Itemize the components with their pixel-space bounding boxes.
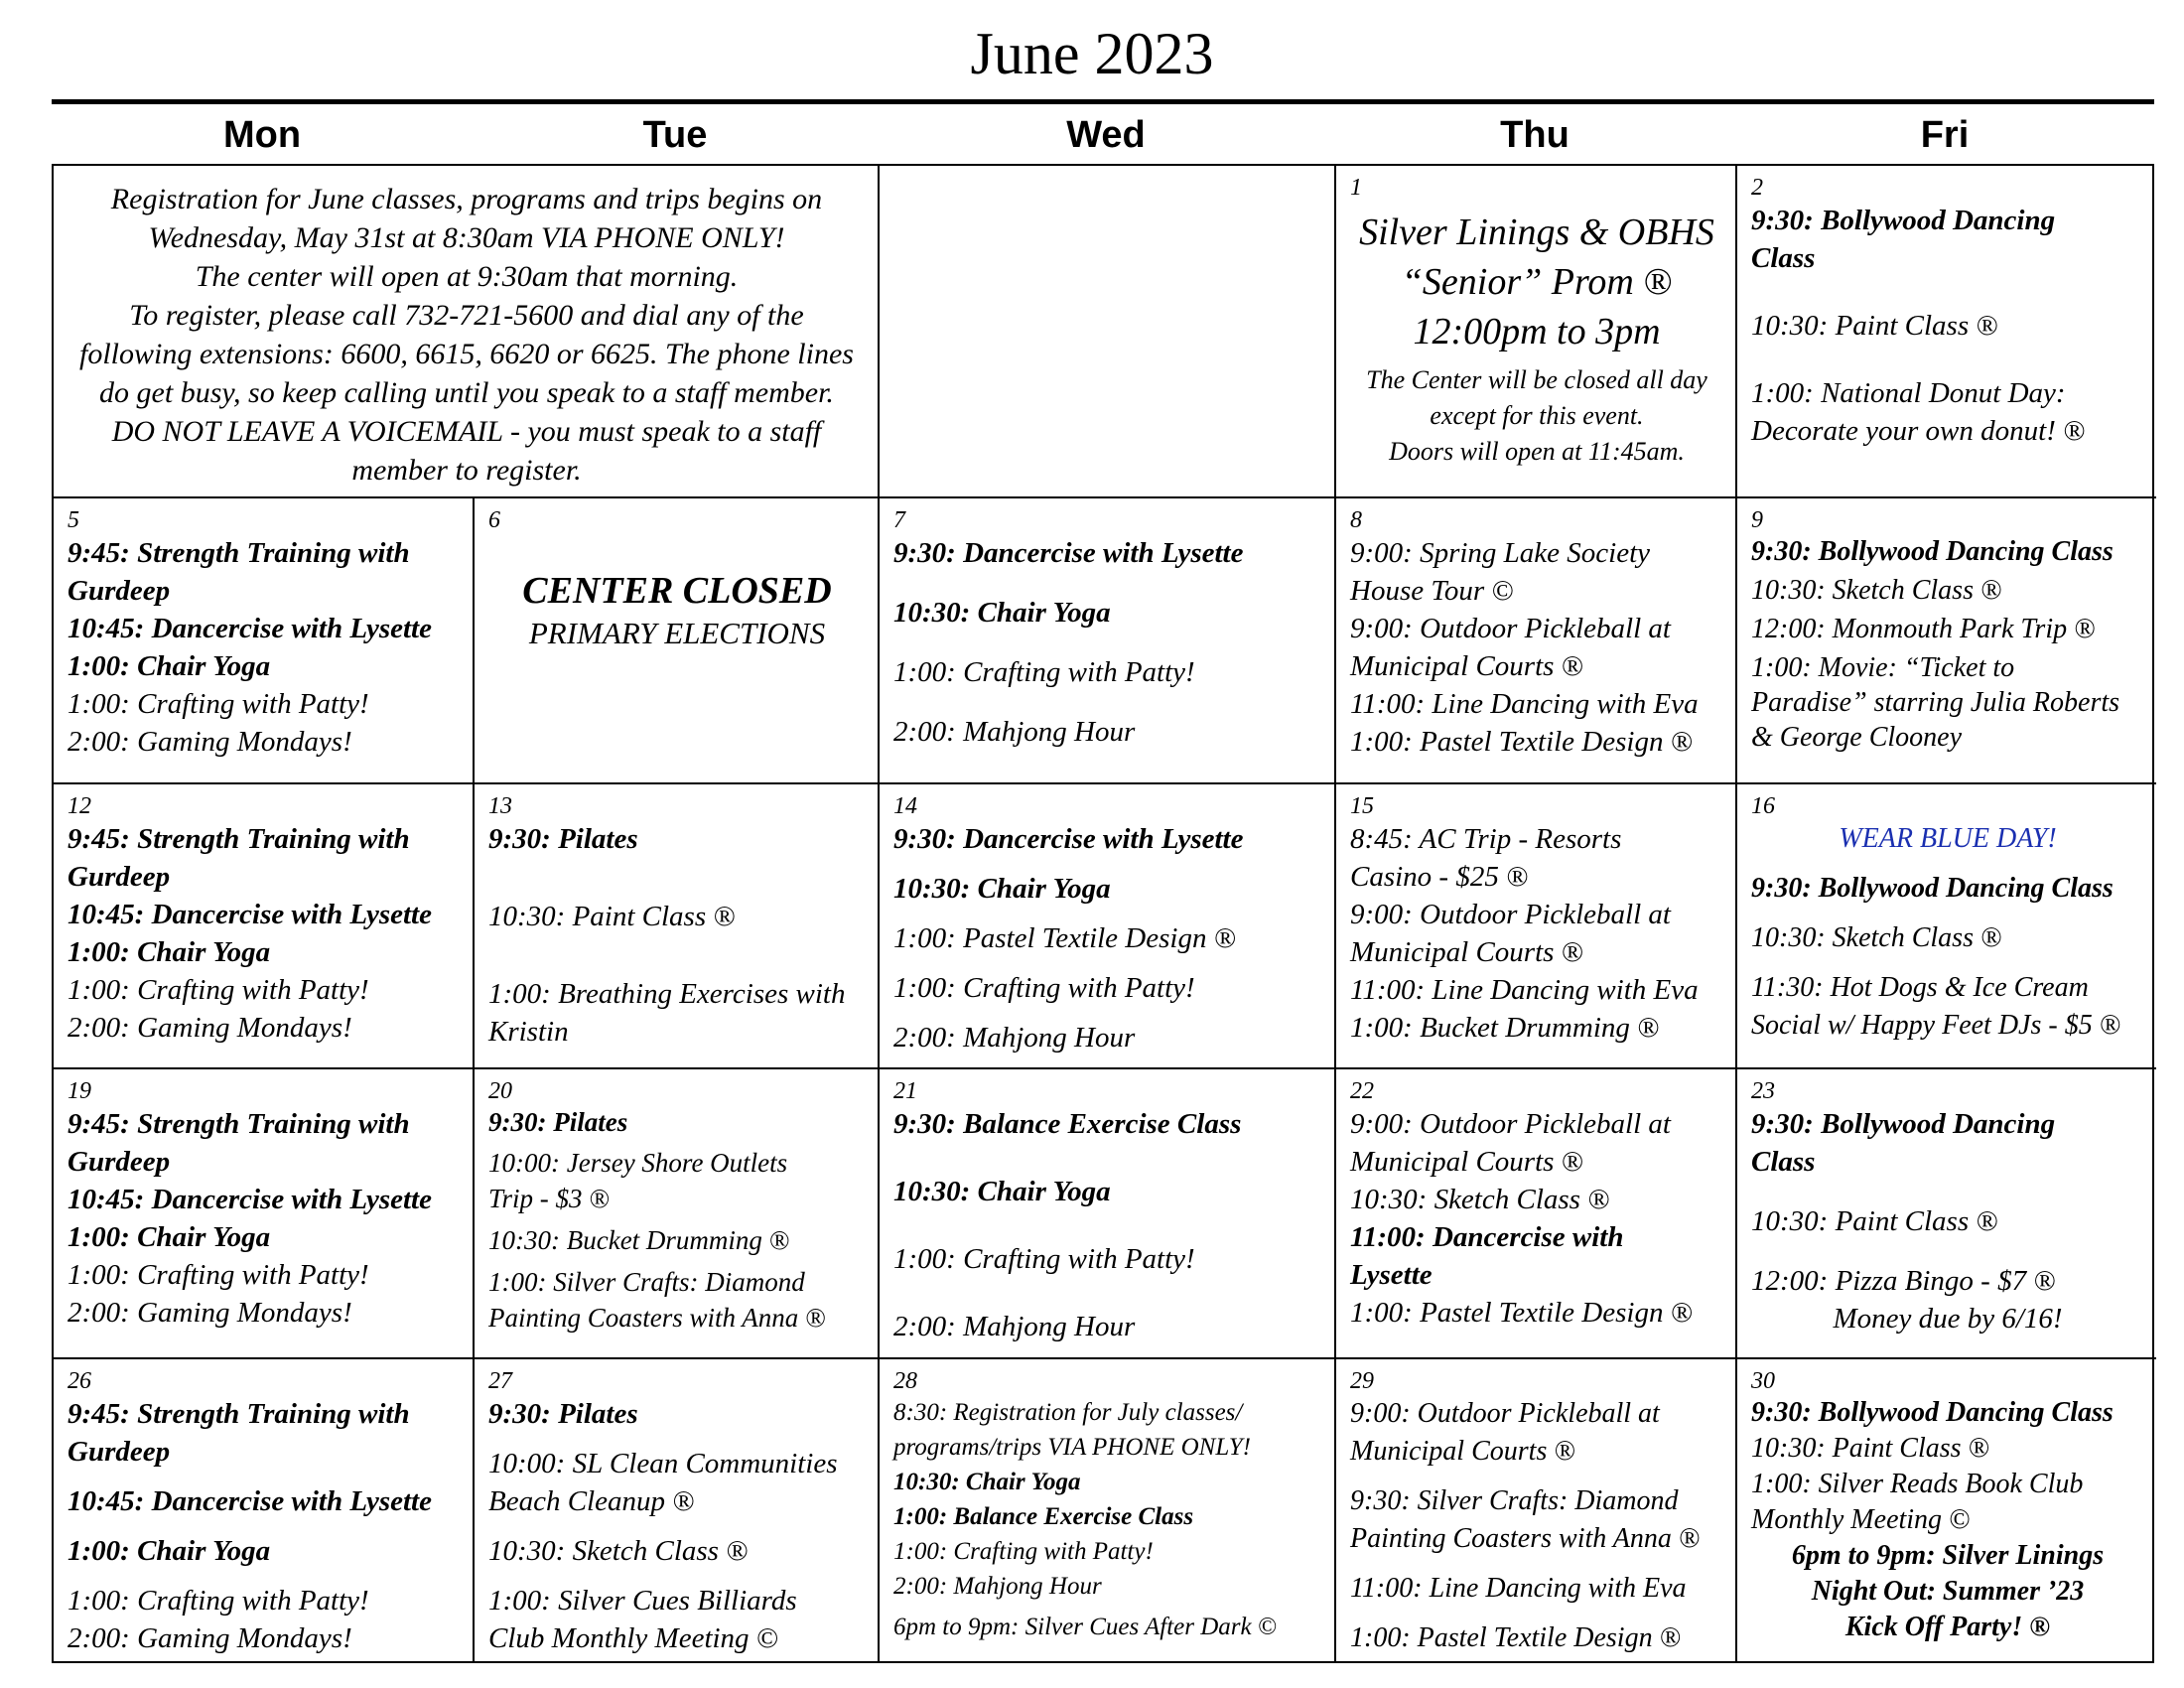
event: 9:30: Silver Crafts: Diamond xyxy=(1350,1485,1679,1516)
event: 10:30: Chair Yoga xyxy=(893,1176,1111,1207)
day-number: 20 xyxy=(488,1078,512,1104)
event: 9:45: Strength Training with xyxy=(68,537,410,569)
event: Gurdeep xyxy=(68,861,171,893)
event: 1:00: National Donut Day: xyxy=(1751,377,2066,409)
day-cell-8 xyxy=(1336,498,1737,784)
day-number: 5 xyxy=(68,507,79,533)
event: Beach Cleanup ® xyxy=(488,1485,695,1517)
event: 10:30: Chair Yoga xyxy=(893,597,1111,629)
event: Decorate your own donut! ® xyxy=(1751,415,2086,447)
closed-reason: PRIMARY ELECTIONS xyxy=(528,616,826,650)
event: Club Monthly Meeting © xyxy=(488,1622,778,1654)
prom-note-line: except for this event. xyxy=(1430,401,1644,430)
day-cell-21 xyxy=(880,1069,1336,1359)
event: Municipal Courts ® xyxy=(1350,1436,1575,1467)
day-number: 12 xyxy=(68,793,91,819)
day-number: 9 xyxy=(1751,507,1763,533)
event: 1:00: Crafting with Patty! xyxy=(68,1585,369,1617)
event: Municipal Courts ® xyxy=(1350,936,1583,968)
day-cell-28 xyxy=(880,1359,1336,1661)
event: 2:00: Mahjong Hour xyxy=(893,1573,1102,1600)
event: 1:00: Breathing Exercises with xyxy=(488,978,846,1010)
event: 11:30: Hot Dogs & Ice Cream xyxy=(1751,972,2089,1003)
day-cell-7 xyxy=(880,498,1336,784)
event: 1:00: Silver Crafts: Diamond xyxy=(488,1267,805,1297)
event: 2:00: Mahjong Hour xyxy=(893,1311,1136,1342)
header-tue: Tue xyxy=(642,114,708,156)
event: 9:30: Bollywood Dancing xyxy=(1751,1108,2056,1140)
event: 1:00: Crafting with Patty! xyxy=(68,1259,369,1291)
event: 1:00: Silver Cues Billiards xyxy=(488,1585,797,1617)
event: 1:00: Pastel Textile Design ® xyxy=(1350,726,1693,758)
event: 10:45: Dancercise with Lysette xyxy=(68,1485,432,1517)
event: 1:00: Crafting with Patty! xyxy=(893,972,1195,1004)
day-cell-5 xyxy=(54,498,475,784)
event: 8:45: AC Trip - Resorts xyxy=(1350,823,1622,855)
closed-label: CENTER CLOSED xyxy=(522,570,832,612)
event: 10:45: Dancercise with Lysette xyxy=(68,899,432,930)
event: 9:00: Spring Lake Society xyxy=(1350,537,1651,569)
day-cell-23 xyxy=(1737,1069,2156,1359)
event: 1:00: Silver Reads Book Club xyxy=(1751,1469,2084,1499)
event: 10:30: Sketch Class ® xyxy=(488,1535,749,1567)
day-cell-29 xyxy=(1336,1359,1737,1661)
notice-line: Wednesday, May 31st at 8:30am VIA PHONE ONLY! xyxy=(148,221,785,254)
day-number: 16 xyxy=(1751,793,1775,819)
day-number: 28 xyxy=(893,1368,917,1394)
day-number: 19 xyxy=(68,1078,91,1104)
event: Social w/ Happy Feet DJs - $5 ® xyxy=(1751,1010,2120,1041)
event: 10:30: Chair Yoga xyxy=(893,873,1111,905)
day-number: 29 xyxy=(1350,1368,1374,1394)
event: 9:30: Dancercise with Lysette xyxy=(893,537,1244,569)
event: 1:00: Balance Exercise Class xyxy=(893,1503,1194,1530)
event: Painting Coasters with Anna ® xyxy=(1350,1523,1701,1554)
event: 12:00: Pizza Bingo - $7 ® xyxy=(1751,1265,2056,1297)
day-number: 27 xyxy=(488,1368,512,1394)
event: 1:00: Chair Yoga xyxy=(68,1535,271,1567)
notice-line: do get busy, so keep calling until you speak to a staff member. xyxy=(99,376,834,409)
event: 9:30: Pilates xyxy=(488,1107,628,1137)
event: 11:00: Line Dancing with Eva xyxy=(1350,1573,1687,1604)
event: 9:45: Strength Training with xyxy=(68,823,410,855)
event: House Tour © xyxy=(1350,575,1514,607)
event: 10:30: Paint Class ® xyxy=(1751,1205,1998,1237)
notice-line: The center will open at 9:30am that morning. xyxy=(195,260,739,293)
event: 9:00: Outdoor Pickleball at xyxy=(1350,899,1671,930)
event: 10:30: Paint Class ® xyxy=(1751,310,1998,342)
event: 10:00: SL Clean Communities xyxy=(488,1448,838,1479)
event: 11:00: Line Dancing with Eva xyxy=(1350,688,1699,720)
notice-line: Registration for June classes, programs and trips begins on xyxy=(110,183,823,215)
day-number: 15 xyxy=(1350,793,1374,819)
event: 10:30: Bucket Drumming ® xyxy=(488,1225,790,1255)
event: 10:45: Dancercise with Lysette xyxy=(68,1184,432,1215)
notice-line: DO NOT LEAVE A VOICEMAIL - you must speak to a staff xyxy=(111,415,822,448)
day-number: 1 xyxy=(1350,175,1362,201)
day-cell-19 xyxy=(54,1069,475,1359)
event: 1:00: Bucket Drumming ® xyxy=(1350,1012,1660,1044)
event: 9:30: Pilates xyxy=(488,823,638,855)
event: 1:00: Chair Yoga xyxy=(68,1221,271,1253)
day-number: 7 xyxy=(893,507,905,533)
event: & George Clooney xyxy=(1751,722,1963,753)
event: 9:00: Outdoor Pickleball at xyxy=(1350,1108,1671,1140)
day-cell-1 xyxy=(1336,166,1737,498)
prom-time: 12:00pm to 3pm xyxy=(1413,311,1661,352)
event: 9:45: Strength Training with xyxy=(68,1398,410,1430)
day-number: 22 xyxy=(1350,1078,1374,1104)
event: 10:45: Dancercise with Lysette xyxy=(68,613,432,644)
day-cell-empty xyxy=(880,166,1336,498)
event: 9:30: Bollywood Dancing xyxy=(1751,205,2056,236)
event: programs/trips VIA PHONE ONLY! xyxy=(893,1434,1251,1461)
header-thu: Thu xyxy=(1500,114,1570,156)
event: Municipal Courts ® xyxy=(1350,650,1583,682)
event: Class xyxy=(1751,242,1816,274)
day-cell-27 xyxy=(475,1359,880,1661)
event: 6pm to 9pm: Silver Linings xyxy=(1791,1540,2105,1571)
prom-subtitle: “Senior” Prom ® xyxy=(1401,261,1673,303)
event: 2:00: Gaming Mondays! xyxy=(68,1012,352,1044)
event: 2:00: Gaming Mondays! xyxy=(68,1297,352,1329)
event: 11:00: Dancercise with xyxy=(1350,1221,1624,1253)
event: 1:00: Crafting with Patty! xyxy=(893,656,1195,688)
event: 9:00: Outdoor Pickleball at xyxy=(1350,613,1671,644)
day-number: 6 xyxy=(488,507,500,533)
header-wed: Wed xyxy=(1066,114,1146,156)
event: 1:00: Chair Yoga xyxy=(68,650,271,682)
event: 9:30: Bollywood Dancing Class xyxy=(1751,536,2114,567)
event: Class xyxy=(1751,1146,1816,1178)
prom-note-line: The Center will be closed all day xyxy=(1366,365,1707,394)
day-cell-16 xyxy=(1737,784,2156,1069)
day-cell-26 xyxy=(54,1359,475,1661)
event: 9:00: Outdoor Pickleball at xyxy=(1350,1398,1660,1429)
event: 10:00: Jersey Shore Outlets xyxy=(488,1148,788,1178)
prom-note-line: Doors will open at 11:45am. xyxy=(1389,437,1685,466)
header-mon: Mon xyxy=(222,114,302,156)
day-cell-9 xyxy=(1737,498,2156,784)
event: Gurdeep xyxy=(68,1146,171,1178)
header-fri: Fri xyxy=(1920,114,1970,156)
event: 9:30: Bollywood Dancing Class xyxy=(1751,1397,2114,1428)
event: 9:30: Balance Exercise Class xyxy=(893,1108,1242,1140)
registration-notice xyxy=(54,166,880,498)
event: Municipal Courts ® xyxy=(1350,1146,1583,1178)
day-cell-2 xyxy=(1737,166,2156,498)
event: 1:00: Crafting with Patty! xyxy=(68,974,369,1006)
event: 1:00: Pastel Textile Design ® xyxy=(893,922,1236,954)
day-cell-15 xyxy=(1336,784,1737,1069)
event: 8:30: Registration for July classes/ xyxy=(893,1399,1243,1426)
wear-blue-day-banner: WEAR BLUE DAY! xyxy=(1839,823,2057,854)
event: 9:30: Dancercise with Lysette xyxy=(893,823,1244,855)
page-title: June 2023 xyxy=(970,21,1214,86)
day-number: 8 xyxy=(1350,507,1362,533)
event: 1:00: Pastel Textile Design ® xyxy=(1350,1622,1681,1653)
event: 2:00: Gaming Mondays! xyxy=(68,1622,352,1654)
event: 2:00: Mahjong Hour xyxy=(893,1022,1136,1054)
event: Gurdeep xyxy=(68,575,171,607)
day-number: 21 xyxy=(893,1078,917,1104)
day-cell-12 xyxy=(54,784,475,1069)
event: 1:00: Chair Yoga xyxy=(68,936,271,968)
event: Gurdeep xyxy=(68,1436,171,1468)
day-number: 23 xyxy=(1751,1078,1775,1104)
event: 1:00: Crafting with Patty! xyxy=(68,688,369,720)
event: Paradise” starring Julia Roberts xyxy=(1751,687,2120,718)
event: 9:45: Strength Training with xyxy=(68,1108,410,1140)
prom-event xyxy=(1350,208,1723,356)
day-cell-6 xyxy=(475,498,880,784)
event: 6pm to 9pm: Silver Cues After Dark © xyxy=(893,1614,1277,1640)
event: 11:00: Line Dancing with Eva xyxy=(1350,974,1699,1006)
event: 10:30: Paint Class ® xyxy=(488,901,736,932)
day-number: 13 xyxy=(488,793,512,819)
notice-line: member to register. xyxy=(351,454,582,487)
day-cell-14 xyxy=(880,784,1336,1069)
event: 10:30: Sketch Class ® xyxy=(1751,575,2002,606)
event: Painting Coasters with Anna ® xyxy=(488,1303,826,1333)
prom-title: Silver Linings & OBHS xyxy=(1359,211,1714,253)
day-number: 2 xyxy=(1751,175,1763,201)
weekday-header-row xyxy=(52,104,2154,164)
day-number: 14 xyxy=(893,793,917,819)
center-closed-notice xyxy=(488,568,866,653)
day-number: 26 xyxy=(68,1368,91,1394)
event: 12:00: Monmouth Park Trip ® xyxy=(1751,614,2096,644)
event: 1:00: Pastel Textile Design ® xyxy=(1350,1297,1693,1329)
notice-line: following extensions: 6600, 6615, 6620 or 6625. The phone lines xyxy=(79,338,854,370)
event: 10:30: Paint Class ® xyxy=(1751,1433,1989,1464)
event: 10:30: Chair Yoga xyxy=(893,1469,1081,1495)
event: 10:30: Sketch Class ® xyxy=(1350,1184,1610,1215)
day-cell-13 xyxy=(475,784,880,1069)
event: 2:00: Gaming Mondays! xyxy=(68,726,352,758)
event: 10:30: Sketch Class ® xyxy=(1751,922,2002,953)
event: 1:00: Crafting with Patty! xyxy=(893,1243,1195,1275)
notice-line: To register, please call 732-721-5600 and dial any of the xyxy=(129,299,804,332)
event: Kristin xyxy=(488,1016,569,1048)
event: Money due by 6/16! xyxy=(1833,1303,2063,1335)
event: Monthly Meeting © xyxy=(1751,1504,1971,1535)
day-cell-20 xyxy=(475,1069,880,1359)
event: 1:00: Movie: “Ticket to xyxy=(1751,652,2015,683)
calendar-grid xyxy=(52,164,2154,1663)
event: 1:00: Crafting with Patty! xyxy=(893,1538,1154,1565)
event: Trip - $3 ® xyxy=(488,1184,610,1213)
day-cell-30 xyxy=(1737,1359,2156,1661)
event: Casino - $25 ® xyxy=(1350,861,1529,893)
prom-note xyxy=(1350,362,1723,470)
day-cell-22 xyxy=(1336,1069,1737,1359)
event: 9:30: Bollywood Dancing Class xyxy=(1751,873,2114,904)
event: 2:00: Mahjong Hour xyxy=(893,716,1136,748)
event: Night Out: Summer ’23 xyxy=(1811,1576,2085,1607)
event: Lysette xyxy=(1350,1259,1433,1291)
event: 9:30: Pilates xyxy=(488,1398,638,1430)
event: Kick Off Party! ® xyxy=(1844,1612,2051,1642)
day-number: 30 xyxy=(1751,1368,1775,1394)
